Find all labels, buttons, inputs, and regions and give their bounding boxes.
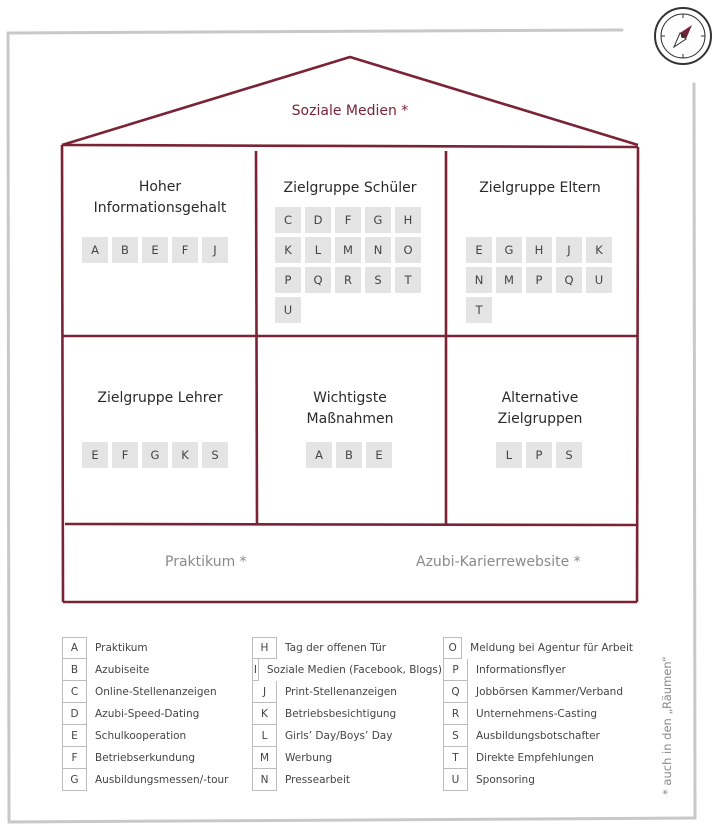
code-chip: J [202,237,228,263]
compass-icon [652,5,714,67]
legend-row [62,769,252,791]
legend-row [443,703,633,725]
legend-key: H [252,637,277,659]
room-codes-alternative [496,442,596,468]
legend-row [252,637,442,659]
legend-key: R [443,703,468,725]
code-chip: S [365,267,391,293]
side-note: * auch in den „Räumen“ [660,656,674,795]
legend-key: N [252,769,277,791]
code-chip: H [395,207,421,233]
code-chip: P [526,442,552,468]
legend-key: F [62,747,87,769]
legend-key: P [443,659,468,681]
room-codes-info [82,237,242,263]
legend-text: Betriebserkundung [95,752,196,764]
legend-text: Azubi-Speed-Dating [95,708,200,720]
legend-text: Print-Stellenanzeigen [285,686,397,698]
room-codes-schueler [275,207,430,323]
legend-key: U [443,769,468,791]
code-chip: N [365,237,391,263]
legend-key: A [62,637,87,659]
legend-text: Girls’ Day/Boys’ Day [285,730,393,742]
code-chip: P [275,267,301,293]
foundation-label-praktikum: Praktikum * [165,554,247,570]
code-chip: C [275,207,301,233]
legend-key: L [252,725,277,747]
code-chip: A [82,237,108,263]
code-chip: S [556,442,582,468]
code-chip: H [526,237,552,263]
roof-label: Soziale Medien * [291,103,409,119]
room-title-eltern: Zielgruppe Eltern [479,180,601,196]
code-chip: K [275,237,301,263]
legend-column-1 [62,637,252,791]
code-chip: G [365,207,391,233]
code-chip: E [366,442,392,468]
code-chip: F [112,442,138,468]
code-chip: G [496,237,522,263]
legend-text: Ausbildungsbotschafter [476,730,600,742]
legend-row [252,703,442,725]
legend-row [252,747,442,769]
room-title-info: Hoher Informationsgehalt [93,179,227,216]
code-chip: Q [305,267,331,293]
room-title-massnahmen: Wichtigste Maßnahmen [306,390,394,427]
legend-column-2 [252,637,442,791]
legend-row [62,725,252,747]
foundation-label-website: Azubi-Karierrewebsite * [416,554,581,570]
legend-text: Werbung [285,752,333,764]
room-codes-lehrer [82,442,242,468]
code-chip: A [306,442,332,468]
legend-key: M [252,747,277,769]
legend-key: D [62,703,87,725]
legend-text: Unternehmens-Casting [476,708,598,720]
legend-text: Tag der offenen Tür [285,642,387,654]
code-chip: P [526,267,552,293]
legend-row [252,681,442,703]
code-chip: L [305,237,331,263]
legend-text: Direkte Empfehlungen [476,752,594,764]
room-title-lehrer: Zielgruppe Lehrer [97,390,223,406]
legend-row [443,681,633,703]
legend-row [252,769,442,791]
code-chip: K [172,442,198,468]
code-chip: Q [556,267,582,293]
code-chip: L [496,442,522,468]
legend-row [443,637,633,659]
code-chip: K [586,237,612,263]
legend-text: Pressearbeit [285,774,351,786]
legend-row [62,659,252,681]
code-chip: M [335,237,361,263]
code-chip: E [142,237,168,263]
legend-key: E [62,725,87,747]
code-chip: B [336,442,362,468]
legend-text: Ausbildungsmessen/-tour [95,774,229,786]
legend-row [443,769,633,791]
code-chip: O [395,237,421,263]
legend-key: C [62,681,87,703]
legend-text: Jobbörsen Kammer/Verband [476,686,623,698]
legend-text: Sponsoring [476,774,535,786]
house-outline [62,57,638,602]
code-chip: T [395,267,421,293]
code-chip: E [82,442,108,468]
code-chip: M [496,267,522,293]
legend-text: Schulkooperation [95,730,187,742]
code-chip: T [466,297,492,323]
legend-key: K [252,703,277,725]
legend-key: I [252,659,259,681]
legend-key: B [62,659,87,681]
legend-key: Q [443,681,468,703]
legend-text: Azubiseite [95,664,150,676]
legend-text: Praktikum [95,642,148,654]
legend-key: J [252,681,277,703]
legend-text: Betriebsbesichtigung [285,708,397,720]
legend-text: Online-Stellenanzeigen [95,686,217,698]
legend-row [62,681,252,703]
legend-row [443,659,633,681]
legend-key: T [443,747,468,769]
legend-key: S [443,725,468,747]
legend-row [62,703,252,725]
legend-row [252,725,442,747]
legend-text: Soziale Medien (Facebook, Blogs) [266,664,442,676]
legend-row [443,747,633,769]
code-chip: B [112,237,138,263]
room-title-alternative: Alternative Zielgruppen [497,390,583,427]
legend-key: O [443,637,462,659]
legend-row [443,725,633,747]
code-chip: R [335,267,361,293]
legend-column-3 [443,637,633,791]
code-chip: J [556,237,582,263]
legend-row [252,659,442,681]
legend-key: G [62,769,87,791]
code-chip: U [275,297,301,323]
room-codes-massnahmen [306,442,406,468]
code-chip: U [586,267,612,293]
code-chip: S [202,442,228,468]
code-chip: F [172,237,198,263]
legend-row [62,747,252,769]
room-title-schueler: Zielgruppe Schüler [283,180,417,196]
room-codes-eltern [466,237,621,323]
code-chip: E [466,237,492,263]
legend-text: Meldung bei Agentur für Arbeit [470,642,633,654]
legend-row [62,637,252,659]
legend-text: Informationsflyer [476,664,566,676]
code-chip: F [335,207,361,233]
code-chip: G [142,442,168,468]
code-chip: D [305,207,331,233]
code-chip: N [466,267,492,293]
